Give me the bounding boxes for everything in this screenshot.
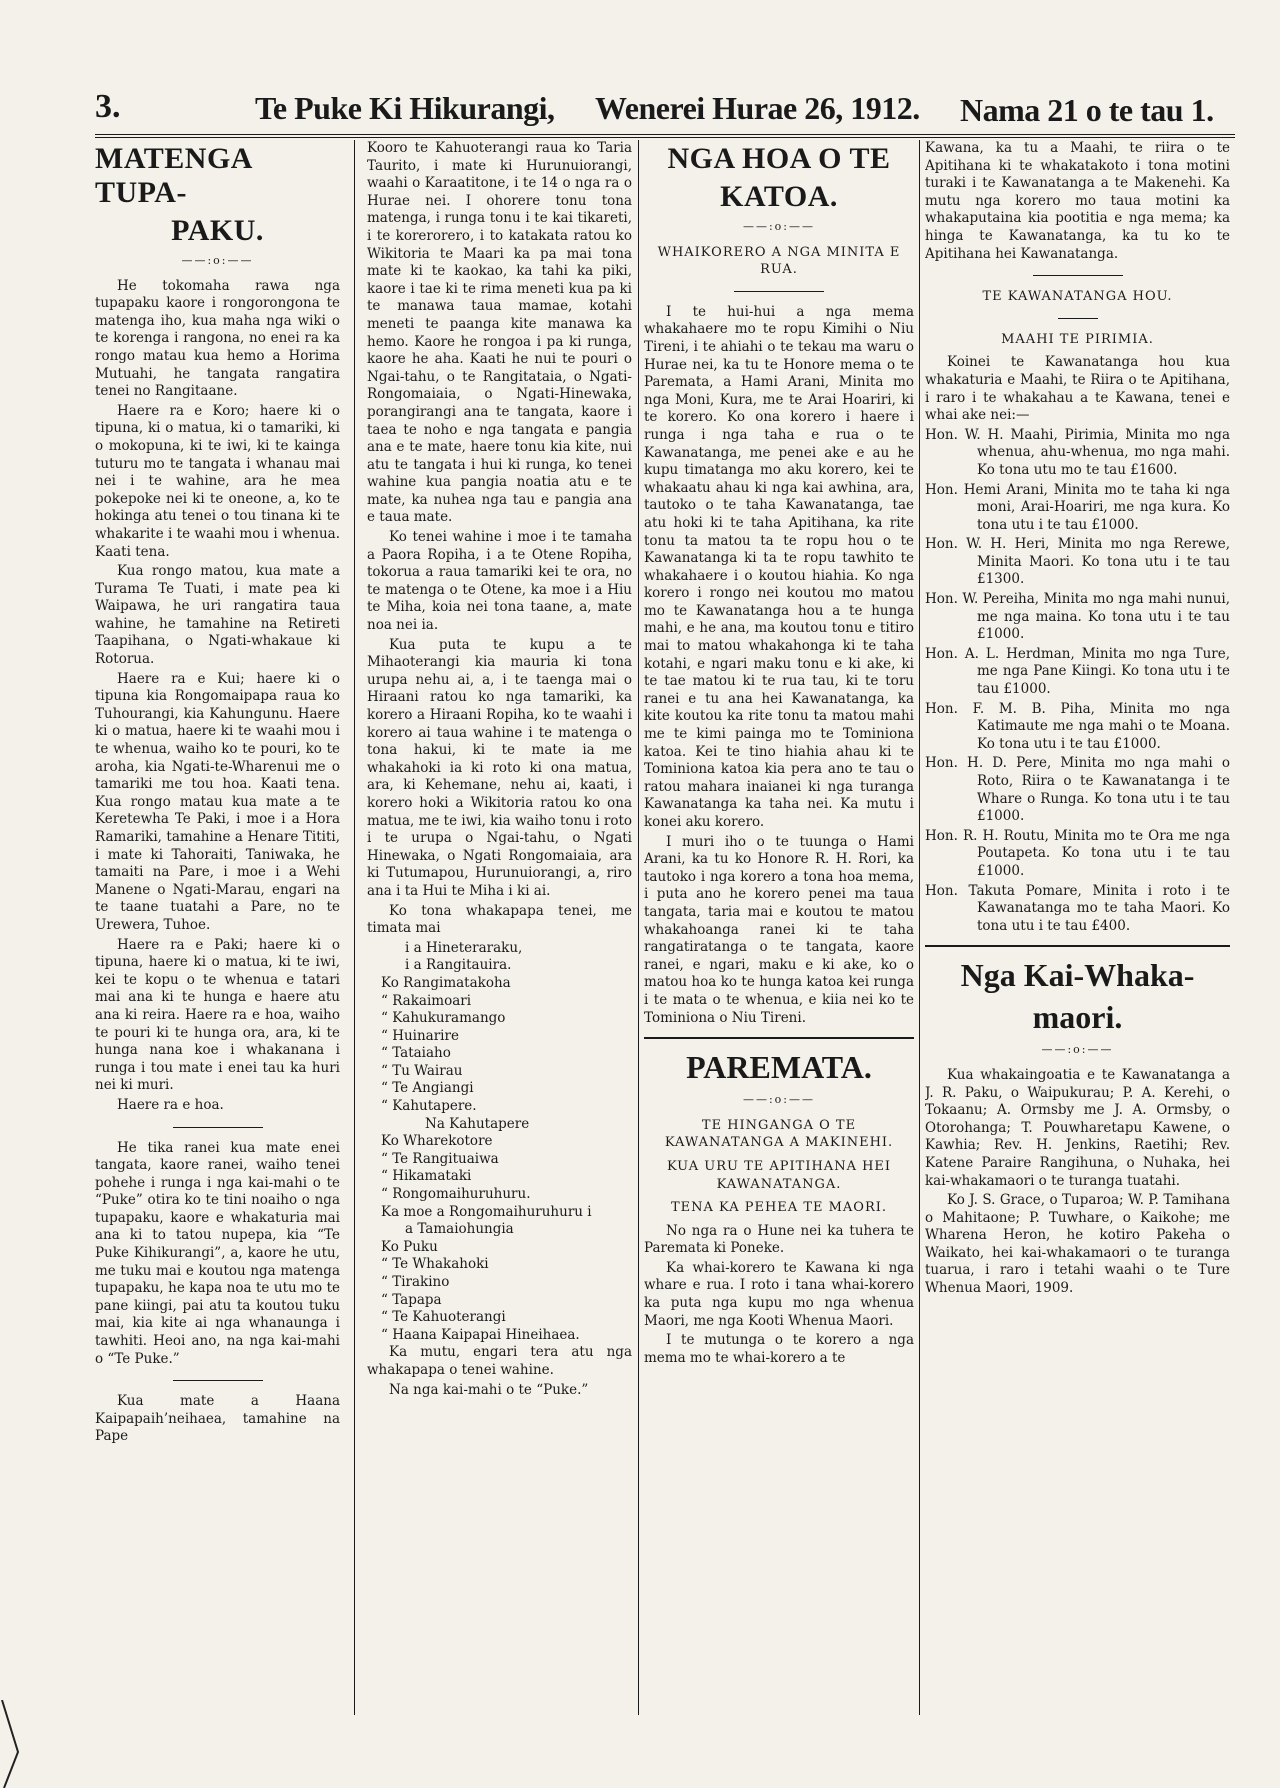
genealogy-line: “ Tu Wairau: [381, 1062, 463, 1079]
paragraph: Kua whakaingoatia e te Kawanatanga a J. R. Paku, o Waipukurau; P. A. Kerehi, o Tokaanu; A. Ormsby me J. A. Ormsby, o Otorohanga; T. Pouwharetapu Kawene, o Kawhia; Rev. H. Jenkins, Raetihi; Rev. Katene Paraire Rangihuna, o Nuhaka, hei kai-whakamaori o te turanga tuatahi.: [925, 1066, 1230, 1189]
column-3: [644, 140, 914, 1710]
genealogy-line: i a Rangitauira.: [405, 957, 512, 974]
paragraph: Haere ra e Kui; haere ki o tipuna kia Rongomaipapa raua ko Tuhourangi, kia Kahungunu. Haere ki o matua, haere ki te waahi mou i te whenua, waiho ko te pouri, ko te aroha, kia Ngati-te-Wharenui me o tamariki me tou hoa. Kaati tena. Kua rongo matau kua mate a te Keretewha Te Paki, i moe i a Hora Ramariki, tamahine a Henare Tititi, i mate ki Tahoraiti, Taniwaka, he tamaiti na Pare, i moe i a Wehi Manene o Ngati-Marau, engari na te taane tuatahi a Pare, no te Urewera, Tuhoe.: [95, 670, 340, 933]
minister-entry: Hon. F. M. B. Piha, Minita mo nga Katimaute me nga mahi o te Moana. Ko tona utu i te tau £1000.: [925, 700, 1230, 752]
paragraph: He tokomaha rawa nga tupapaku kaore i rongorongona te matenga iho, kua maha nga wiki o te korenga i rangona, no enei ra ka rongo matau kua hemo a Horima Mutuahi, he tangata rangatira tenei no Rangitaane.: [95, 277, 340, 400]
genealogy-line: “ Kahukuramango: [381, 1010, 506, 1027]
short-rule: [1058, 318, 1098, 319]
section-heading: maori.: [1032, 999, 1123, 1036]
paragraph: Kua rongo matou, kua mate a Turama Te Tuati, i mate pea ki Waipawa, he uri rangatira taua wahine, he tamahine na Retireti Taapihana, o Ngati-whakaue ki Rotorua.: [95, 563, 340, 668]
paragraph: Ko tenei wahine i moe i te tamaha a Paora Ropiha, i a te Otene Ropiha, tokorua a raua tamariki kei te ora, no te matenga o te Otene, ka moe i a Hiu te Miha, koia nei tona taane, a, mate noa nei ia.: [367, 529, 632, 634]
genealogy-line: “ Kahutapere.: [381, 1098, 477, 1115]
genealogy-line: “ Tapapa: [381, 1291, 442, 1308]
paragraph: Ko tona whakapapa tenei, me timata mai: [367, 902, 632, 937]
minister-entry: Hon. W. H. Maahi, Pirimia, Minita mo nga whenua, ahu-whenua, mo nga mahi. Ko tona utu mo te tau £1600.: [925, 426, 1230, 478]
genealogy-line: Ka moe a Rongomaihuruhuru i: [381, 1203, 592, 1220]
subheading: KUA URU TE APITIHANA HEI KAWANATANGA.: [666, 1158, 892, 1192]
minister-entry: Hon. W. Pereiha, Minita mo nga mahi nunui, me nga maina. Ko tona utu i te tau £1000.: [925, 591, 1230, 643]
subheading: TE KAWANATANGA HOU.: [982, 289, 1173, 305]
column-divider: [638, 140, 639, 1715]
article-heading: NGA HOA O TE: [667, 142, 891, 175]
masthead: [95, 88, 1235, 138]
separator: ——:o:——: [742, 220, 816, 233]
short-rule: [173, 1380, 263, 1381]
genealogy-line: i a Hineteraraku,: [405, 939, 523, 956]
short-rule: [734, 291, 824, 292]
genealogy-line: “ Te Rangituaiwa: [381, 1150, 499, 1167]
paragraph: Ka mutu, engari tera atu nga whakapapa o tenei wahine.: [367, 1344, 632, 1378]
column-2: [367, 140, 632, 1710]
genealogy-line: “ Rongomaihuruhuru.: [381, 1186, 531, 1203]
genealogy-line: “ Haana Kaipapai Hineihaea.: [381, 1326, 580, 1343]
ministers-list: [925, 427, 1230, 936]
paragraph: Kawana, ka tu a Maahi, te riira o te Apitihana ki te whakatakoto i tona motini turaki i te Kawanatanga a te Makenehi. Ka mutu nga korero mo taua motini ka whakaputaina kia pootitia e nga mema; ka hinga te Kawanatanga, ka tu ko te Apitihana hei Kawanatanga.: [925, 140, 1230, 262]
genealogy-list: [367, 940, 632, 1345]
minister-entry: Hon. Hemi Arani, Minita mo te taha ki nga moni, Arai-Hoariri, me nga kura. Ko tona utu i te tau £1000.: [925, 481, 1230, 533]
section-rule: [644, 1037, 914, 1039]
paragraph: Ko J. S. Grace, o Tuparoa; W. P. Tamihana o Mahitaone; P. Tuwhare, o Kaikohe; me Wharena Heron, he kotiro Pakeha o Waikato, hei kai-whakamaori o te turanga tuarua, i raro i tetahi waahi o te Ture Whenua Maori, 1909.: [925, 1192, 1230, 1297]
genealogy-line: Ko Puku: [381, 1238, 438, 1255]
genealogy-line: “ Te Kahuoterangi: [381, 1309, 506, 1326]
newspaper-title: Te Puke Ki Hikurangi,: [255, 90, 555, 126]
column-divider: [354, 140, 355, 1715]
genealogy-line: Ko Wharekotore: [381, 1133, 493, 1150]
short-rule: [1033, 275, 1123, 276]
subheading: WHAIKORERO A NGA MINITA E RUA.: [657, 244, 901, 278]
genealogy-line: “ Te Angiangi: [381, 1080, 474, 1097]
genealogy-line: “ Tirakino: [381, 1274, 450, 1290]
signoff: Na nga kai-mahi o te “Puke.”: [389, 1381, 589, 1398]
minister-entry: Hon. H. D. Pere, Minita mo nga mahi o Roto, Riira o te Kawanatanga i te Whare o Runga. Ko tona utu i te tau £1000.: [925, 755, 1230, 825]
minister-entry: Hon. R. H. Routu, Minita mo te Ora me nga Poutapeta. Ko tona utu i te tau £1000.: [925, 827, 1230, 879]
paragraph: Haere ra e hoa.: [117, 1096, 224, 1113]
article-heading: MATENGA TUPA-: [95, 142, 253, 209]
paragraph: I muri iho o te tuunga o Hami Arani, ka tu ko Honore R. H. Rori, ka tautoko i nga korero a tona hoa mema, i puta ano he korero penei ma taua tangata, taria mai e koutou te matou whakahoanga ranei ki te taha rangatiratanga o te tangata, kaore ranei, e ngari, maku e ki ake, ko o matou hoa ko te hunga katoa kei runga i te mata o te whenua, e kiia nei ko te Tominiona o Niu Tireni.: [644, 833, 914, 1026]
section-rule: [925, 945, 1230, 947]
paragraph: I te mutunga o te korero a nga mema mo te whai-korero a te: [644, 1332, 914, 1366]
paragraph: Haere ra e Paki; haere ki o tipuna, haere ki o matua, ki te iwi, kei te kopu o te whenua e tatari mai ana ki te hunga e haere atu ana ki reira. Haere ra e hoa, waiho te pouri ki te hunga ora, ara, ki te hunga nana koe i whakanana i runga i tou mate i enei tau ka huri nei ki muri.: [95, 936, 340, 1094]
genealogy-line: Ko Rangimatakoha: [381, 974, 511, 991]
separator: ——:o:——: [1041, 1043, 1114, 1057]
genealogy-line: Na Kahutapere: [425, 1115, 530, 1132]
paragraph: Kooro te Kahuoterangi raua ko Taria Taurito, i mate ki Hurunuiorangi, waahi o Karaatitone, i te 14 o nga ra o Hurae nei. I ohorere tonu tona matenga, i runga tonu i te kai tikareti, i te korerorero, i to katakata ratou ko Wikitoria te Maari ka pa mai tona mate ki te kaokao, ka tahi ka piki, kaore i tae ki te rima meneti kua pa ki te manawa taua mamae, kotahi meneti te paanga kite manawa ka hemo. Kaore he rongoa i pa ki runga, kaore he aha. Kaati he nui te pouri o Ngai-tahu, o te Rangitataia, o Ngati-Rongomaiaia, o Ngati-Hinewaka, porangirangi ana te tangata, kaore i taea te noho e nga tangata e pangia ana e te mate, haere tonu kia kite, nui atu te tangata i hui ki runga, ko tenei wahine kua pangia noatia atu e te mate, ka nuhea nga tau e pangia ana e taua mate.: [367, 140, 632, 526]
column-1: [95, 140, 340, 1710]
subheading: MAAHI TE PIRIMIA.: [1001, 331, 1154, 347]
scan-edge-mark: [0, 1700, 40, 1788]
genealogy-line: “ Huinarire: [381, 1027, 459, 1044]
short-rule: [173, 1127, 263, 1128]
paragraph: I te hui-hui a nga mema whakahaere mo te ropu Kimihi o Niu Tireni, i te ahiahi o te tekau ma waru o Hurae nei, ka tu te Honore mema o te Paremata, a Hami Arani, Minita mo nga Moni, Kura, me te Arai Hoariri, ki te korero. Ko ona korero i haere i runga i nga taha e rua o te Kawanatanga, me penei ake e au he kupu timatanga mo aku korero, kei te whakaatu ahau ki nga kai awhina, ara, tautoko o te taha Kawanatanga, tae atu hoki ki te taha Apitihana, ka rite tonu ta matou ta te ropu hou o te Kawanatanga ki ta te ropu tawhito te whakahaere i o koutou hiahia. Ko nga korero i rongo nei koutou mo matou mo te Kawanatanga hou a te hunga mahi, e he ana, ma koutou tonu e titiro mai to matou whakahonga ki te taha kotahi, e ngari maku tonu e ki ake, ki te tae matou ki te rua tau, ki te toru ranei e tu ana hei Kawanatanga, ka kite koutou ka rite tonu ta matou mahi me te kimi painga mo te Tominiona katoa. Kei te tino hiahia ahau ki te Tominiona katoa kia pera ano te tau o ratou mahara inaianei ki nga turanga Kawanatanga ka taha nei. Ka mutu i konei aku korero.: [644, 303, 914, 830]
column-4: [925, 140, 1230, 1710]
separator: ——:o:——: [742, 1093, 816, 1107]
minister-entry: Hon. A. L. Herdman, Minita mo nga Ture, me nga Pane Kiingi. Ko tona utu i te tau £1000.: [925, 645, 1230, 698]
minister-entry: Hon. Takuta Pomare, Minita i roto i te Kawanatanga mo te taha Maori. Ko tona utu i te tau £400.: [925, 882, 1230, 934]
genealogy-line: “ Rakaimoari: [381, 992, 472, 1009]
section-heading: PAREMATA.: [686, 1049, 872, 1086]
paragraph: Ka whai-korero te Kawana ki nga whare e rua. I roto i tana whai-korero ka puta nga kupu mo nga whenua Maori, me nga Kooti Whenua Maori.: [644, 1259, 914, 1329]
genealogy-line: “ Hikamataki: [381, 1168, 472, 1185]
minister-entry: Hon. W. H. Heri, Minita mo nga Rerewe, Minita Maori. Ko tona utu i te tau £1300.: [925, 536, 1230, 588]
paragraph: Kua puta te kupu a te Mihaoterangi kia mauria ki tona urupa nehu ai, a, i te taenga mai o Hiraani ratou ko nga tamariki, ka korero a Hiraani Ropiha, ko te waahi i korero ai taua wahine i te matenga o tona hakui, ki te mate ia me whakahoki ia ki roto ki ona matua, ara, ki Kehemane, nehu ai, kaati, i korero hoki a Wikitoria ratou ko ona matua, me te iwi, kia waiho tonu i roto i te urupa o Ngai-tahu, o Ngati Hinewaka, o Ngati Rongomaiaia, ara ki Tutumapou, Hurunuiorangi, a, riro ana i ta Hui te Miha i ki ai.: [367, 636, 632, 899]
article-heading: PAKU.: [171, 214, 264, 247]
page-number: 3.: [95, 88, 121, 125]
genealogy-line: “ Te Whakahoki: [381, 1256, 489, 1273]
paragraph: Kua mate a Haana Kaipapaih’neihaea, tamahine na Pape: [95, 1393, 340, 1445]
article-heading: KATOA.: [720, 180, 838, 213]
subheading: TENA KA PEHEA TE MAORI.: [670, 1200, 888, 1216]
paragraph: He tika ranei kua mate enei tangata, kaore ranei, waiho tenei pohehe i runga i nga kai-mahi o te “Puke” otira ko te tini noaiho o nga tupapaku, kaore e whakaturia mai ana ki to tatou nupepa, kia “Te Puke Kihikurangi”, a, kaore he utu, me tuku mai e koutou nga matenga tupapaku, he kapa noa te utu mo te pane kiingi, pai atu ta koutou tuku mai, kia kite ai nga whanaunga i tawhiti. Heoi ano, na nga kai-mahi o “Te Puke.”: [95, 1139, 340, 1367]
genealogy-line: “ Tataiaho: [381, 1045, 451, 1062]
genealogy-line: a Tamaiohungia: [405, 1221, 514, 1238]
issue-number: Nama 21 o te tau 1.: [960, 92, 1214, 128]
paragraph: Koinei te Kawanatanga hou kua whakaturia e Maahi, te Riira o te Apitihana, i raro i te whakahau a te Kawana, tenei e whai ake nei:—: [925, 354, 1230, 424]
column-divider: [919, 140, 920, 1715]
subheading: TE HINGANGA O TE KAWANATANGA A MAKINEHI.: [664, 1117, 894, 1151]
paragraph: Haere ra e Koro; haere ki o tipuna, ki o matua, ki o tamariki, ki o mokopuna, ki te iwi, ki te kainga tuturu mo te tangata i whanau mai nei i te wahine, ara he mea pokepoke nei ki te oneone, a, ko te hokinga atu tenei o tou tinana ki te whakarite i te waahi mou i whenua. Kaati tena.: [95, 402, 340, 560]
issue-date: Wenerei Hurae 26, 1912.: [595, 90, 920, 126]
separator: ——:o:——: [181, 254, 254, 267]
section-heading: Nga Kai-Whaka-: [960, 957, 1195, 994]
paragraph: No nga ra o Hune nei ka tuhera te Paremata ki Poneke.: [644, 1222, 914, 1257]
